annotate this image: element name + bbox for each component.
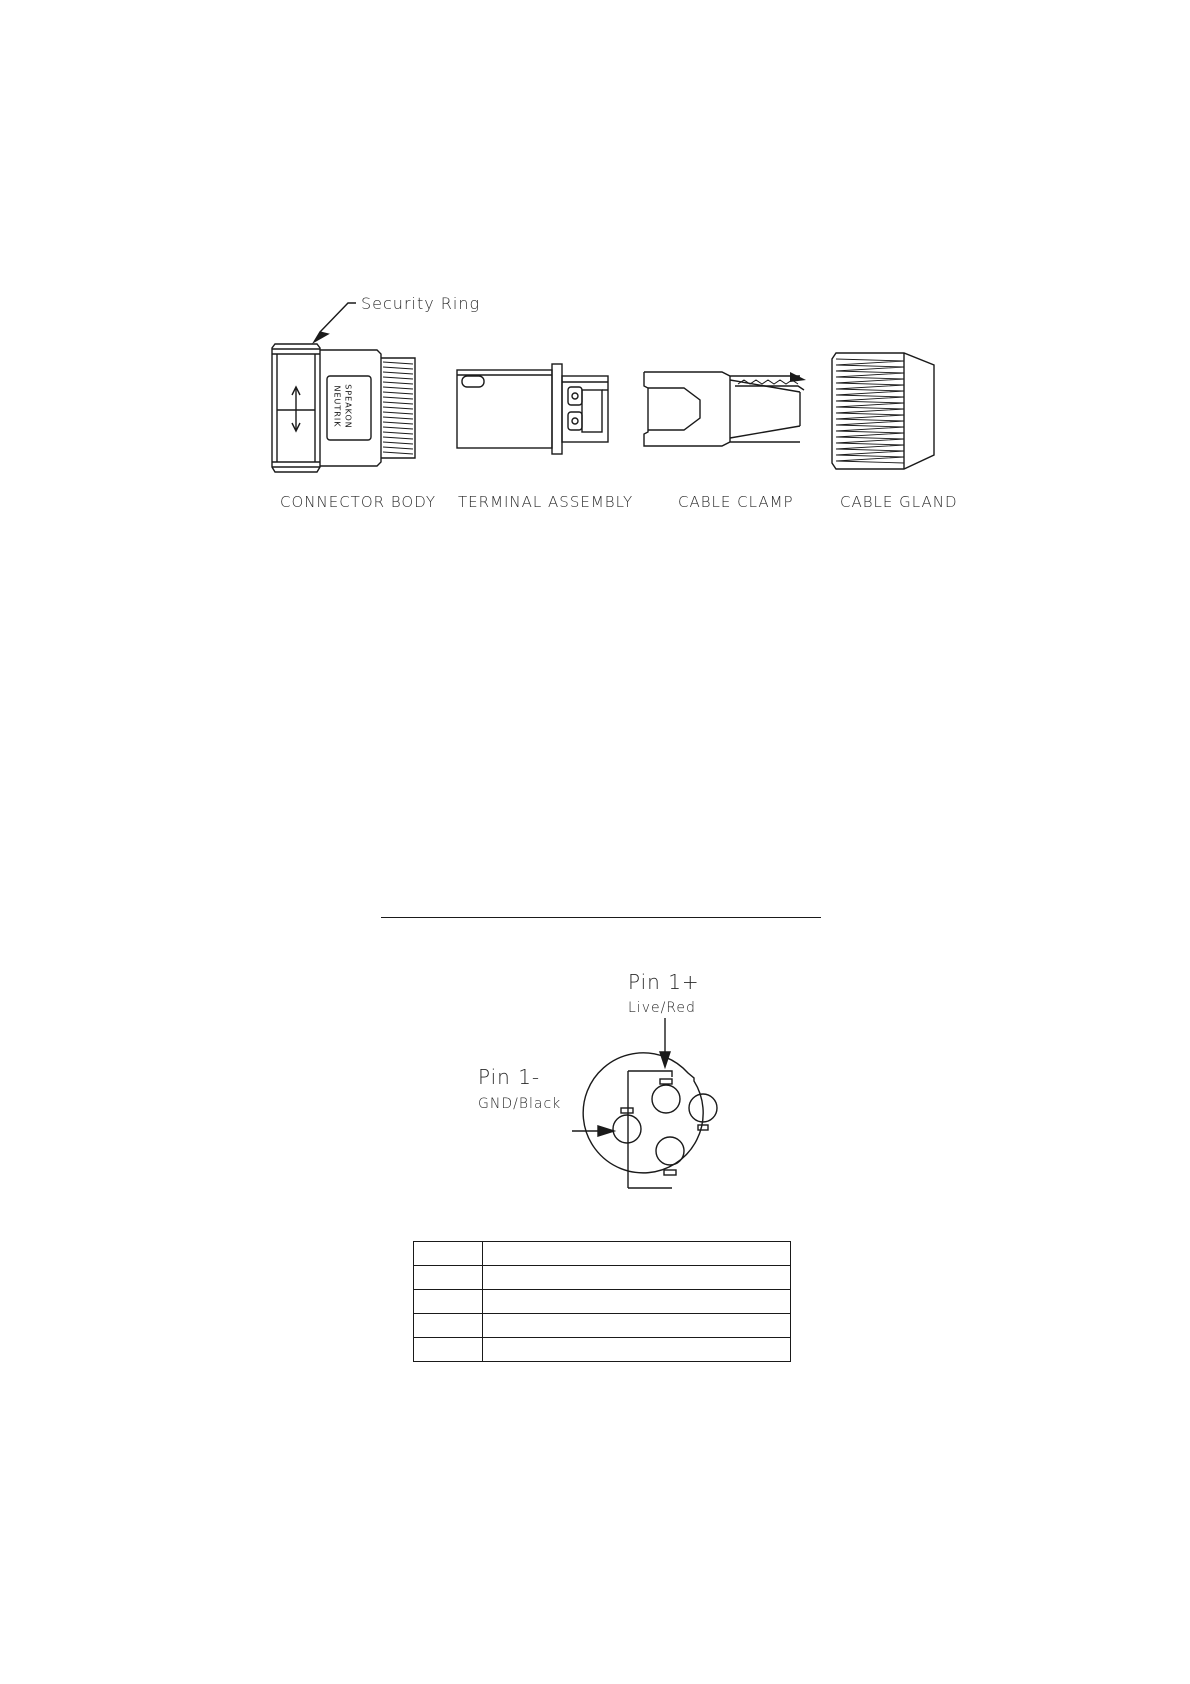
pin-plus-wire: Live/Red [628,1000,696,1016]
terminal-assembly-drawing [455,360,615,460]
table-row [414,1266,791,1290]
pin-minus-label: Pin 1- [478,1065,541,1089]
pin-assignment-table [413,1241,791,1362]
section-divider [381,917,821,918]
function-cell [483,1266,791,1290]
function-cell [483,1290,791,1314]
security-ring-callout: Security Ring [361,294,481,313]
function-cell [483,1242,791,1266]
table-row [414,1338,791,1362]
part-label-cable-gland: CABLE GLAND [840,493,958,511]
table-row [414,1242,791,1266]
pin-cell [414,1266,483,1290]
part-label-connector-body: CONNECTOR BODY [280,493,437,511]
part-label-terminal-assembly: TERMINAL ASSEMBLY [458,493,634,511]
part-label-cable-clamp: CABLE CLAMP [678,493,794,511]
pin-minus-wire: GND/Black [478,1096,562,1112]
table-row [414,1290,791,1314]
cable-gland-drawing [830,345,940,475]
cable-clamp-drawing [640,358,810,458]
pin-cell [414,1314,483,1338]
pin-cell [414,1290,483,1314]
pin-cell [414,1338,483,1362]
function-cell [483,1314,791,1338]
body-print-model: SPEAKON [343,384,353,429]
function-cell [483,1338,791,1362]
pin-cell [414,1242,483,1266]
pinout-diagram [0,960,1190,1200]
pin-plus-label: Pin 1+ [628,970,700,994]
table-row [414,1314,791,1338]
body-print [326,377,376,441]
socket-face-drawing [560,1015,740,1195]
exploded-view [0,0,1190,540]
body-print-brand: NEUTRIK [332,385,342,428]
